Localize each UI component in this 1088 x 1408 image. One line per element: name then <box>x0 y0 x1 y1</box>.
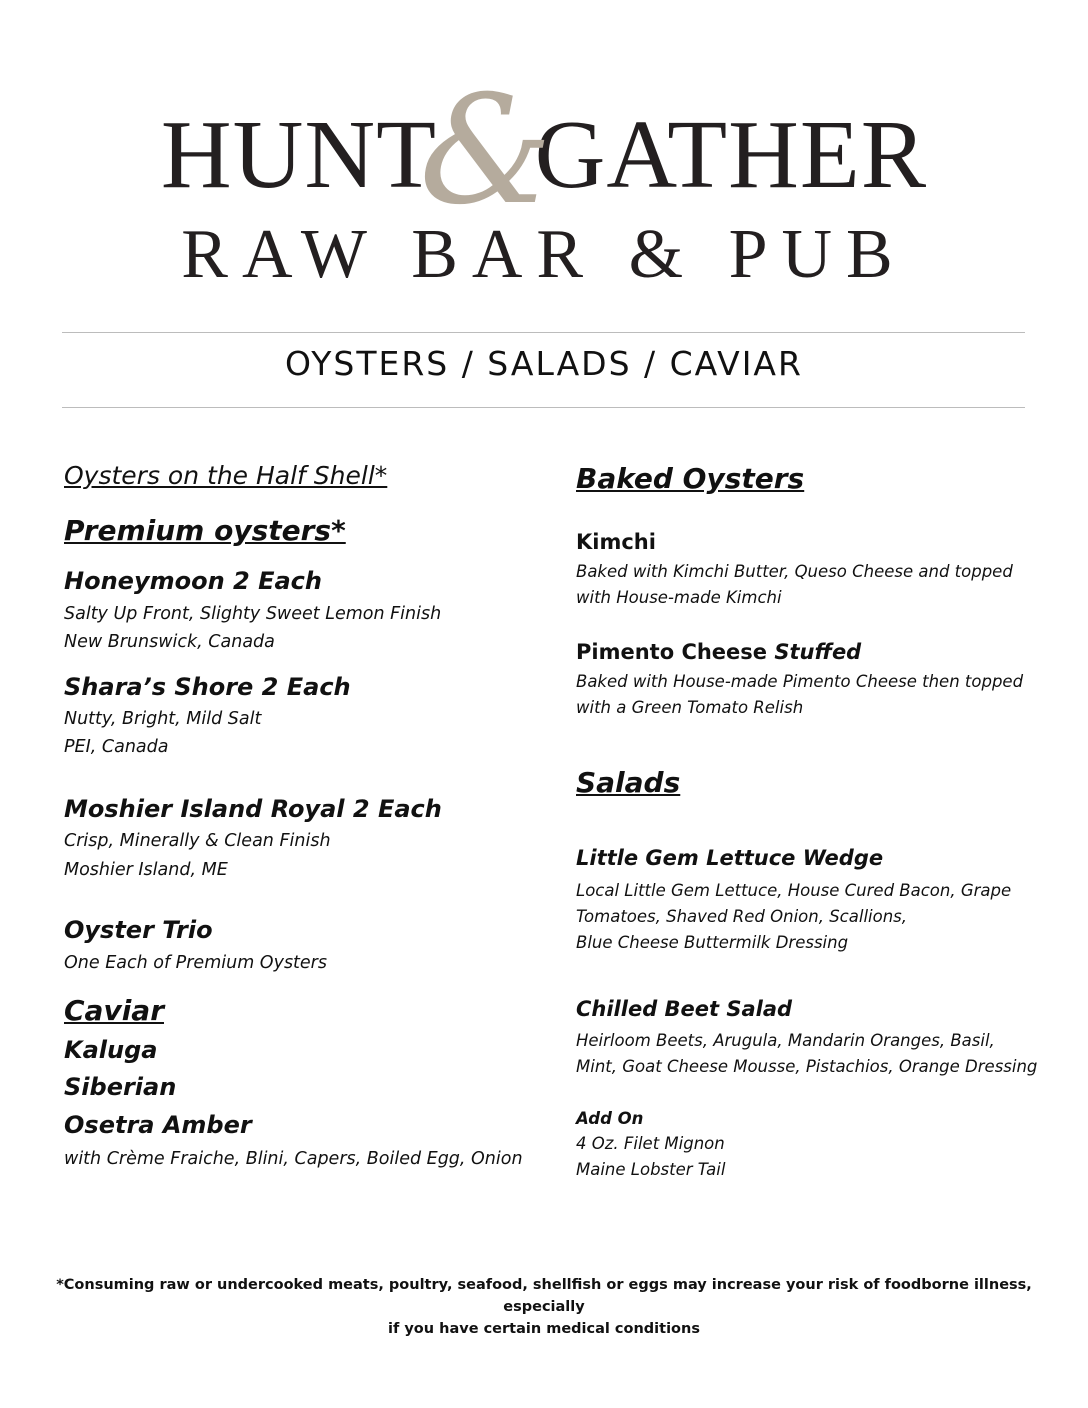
caviar-item: Siberian <box>64 1073 177 1101</box>
baked-oysters-heading: Baked Oysters <box>576 462 805 495</box>
oyster-trio-name: Oyster Trio <box>64 916 213 944</box>
half-shell-heading: Oysters on the Half Shell* <box>64 461 388 490</box>
restaurant-logo <box>0 64 1088 238</box>
section-title: OYSTERS / SALADS / CAVIAR <box>285 344 803 383</box>
logo-subtitle: RAW BAR & PUB <box>181 216 907 293</box>
health-disclaimer <box>50 1274 1038 1340</box>
oyster-notes: Salty Up Front, Slighty Sweet Lemon Finish <box>64 604 442 624</box>
addon-item: Maine Lobster Tail <box>576 1160 726 1179</box>
pimento-name-text: Pimento Cheese <box>576 640 775 664</box>
kimchi-name: Kimchi <box>576 530 656 554</box>
caviar-item: Osetra Amber <box>64 1111 252 1139</box>
addon-label: Add On <box>576 1109 644 1128</box>
beet-desc-line: Heirloom Beets, Arugula, Mandarin Oranges, Basil, <box>576 1031 995 1050</box>
oyster-origin: PEI, Canada <box>64 737 169 757</box>
caviar-item: Kaluga <box>64 1036 158 1064</box>
oyster-notes: Nutty, Bright, Mild Salt <box>64 709 262 729</box>
oyster-name: Moshier Island Royal 2 Each <box>64 795 442 823</box>
salads-heading: Salads <box>576 766 681 799</box>
wedge-desc-line: Tomatoes, Shaved Red Onion, Scallions, <box>576 907 908 926</box>
wedge-name: Little Gem Lettuce Wedge <box>576 846 884 870</box>
logo-word-hunt: HUNT <box>160 101 438 209</box>
beet-desc-line: Mint, Goat Cheese Mousse, Pistachios, Orange Dressing <box>576 1057 1038 1076</box>
disclaimer-line: *Consuming raw or undercooked meats, poultry, seafood, shellfish or eggs may increase your risk of foodborne illness, especially <box>56 1277 1032 1315</box>
oyster-notes: Crisp, Minerally & Clean Finish <box>64 831 331 851</box>
oyster-origin: Moshier Island, ME <box>64 860 228 880</box>
pimento-desc-line: with a Green Tomato Relish <box>576 698 804 717</box>
logo-ampersand: & <box>419 64 553 238</box>
caviar-heading: Caviar <box>64 994 164 1027</box>
caviar-desc: with Crème Fraiche, Blini, Capers, Boiled Egg, Onion <box>64 1149 523 1169</box>
pimento-desc-line: Baked with House-made Pimento Cheese then topped <box>576 672 1024 691</box>
oyster-name: Shara’s Shore 2 Each <box>64 673 351 701</box>
oyster-name: Honeymoon 2 Each <box>64 567 322 595</box>
addon-item: 4 Oz. Filet Mignon <box>576 1134 725 1153</box>
disclaimer-line: if you have certain medical conditions <box>388 1321 700 1337</box>
kimchi-desc-line: with House-made Kimchi <box>576 588 782 607</box>
logo-word-gather: GATHER <box>534 101 928 209</box>
bottom-divider <box>62 407 1025 408</box>
premium-oysters-heading: Premium oysters* <box>64 514 346 547</box>
beet-name: Chilled Beet Salad <box>576 997 793 1021</box>
kimchi-desc-line: Baked with Kimchi Butter, Queso Cheese and topped <box>576 562 1013 581</box>
top-divider <box>62 332 1025 333</box>
pimento-name-stuffed: Stuffed <box>774 640 862 664</box>
pimento-name <box>576 640 861 664</box>
wedge-desc-line: Blue Cheese Buttermilk Dressing <box>576 933 849 952</box>
oyster-origin: New Brunswick, Canada <box>64 632 275 652</box>
wedge-desc-line: Local Little Gem Lettuce, House Cured Bacon, Grape <box>576 881 1012 900</box>
oyster-trio-desc: One Each of Premium Oysters <box>64 953 327 973</box>
